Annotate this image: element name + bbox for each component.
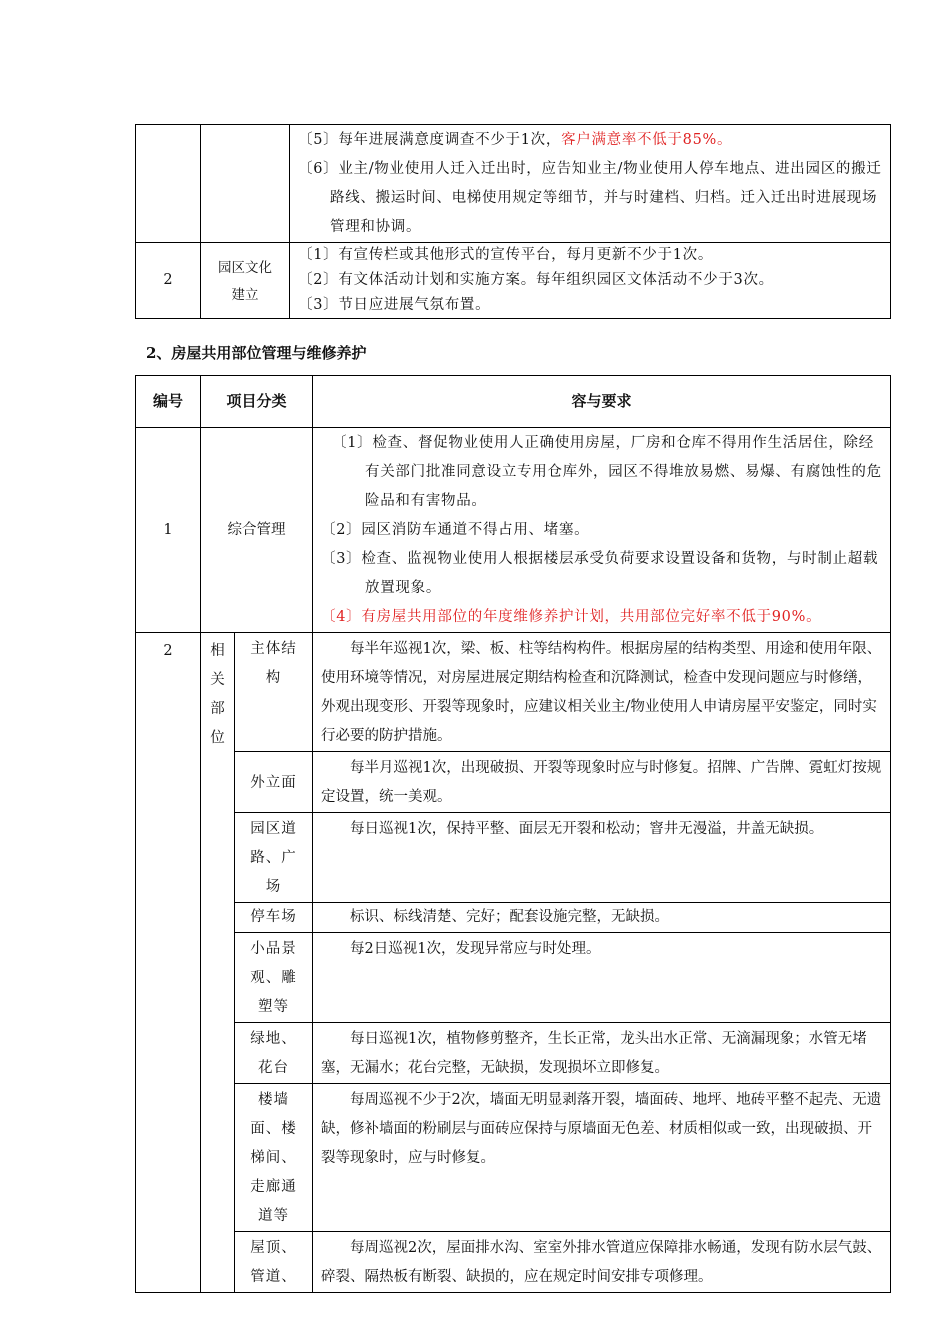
group-cell bbox=[201, 633, 235, 1293]
table-row bbox=[136, 1084, 891, 1232]
table-row bbox=[136, 752, 891, 813]
table-row bbox=[136, 428, 891, 633]
content-cell: 每半月巡视1次，出现破损、开裂等现象时应与时修复。招牌、广告牌、霓虹灯按规定设置，统一美观。 bbox=[313, 752, 891, 813]
list-item: 〔6〕业主/物业使用人迁入迁出时，应告知业主/物业使用人停车地点、进出园区的搬迁路线、搬运时间、电梯使用规定等细节，并与时建档、归档。迁入迁出时进展现场管理和协调。 bbox=[298, 161, 882, 235]
sub-category-cell bbox=[235, 633, 313, 752]
content-cell: 每日巡视1次，保持平整、面层无开裂和松动；窨井无漫溢，井盖无缺损。 bbox=[313, 813, 891, 903]
sub-category-cell bbox=[235, 933, 313, 1023]
list-item: 〔3〕检查、监视物业使用人根据楼层承受负荷要求设置设备和货物，与时制止超载放置现象。 bbox=[321, 551, 879, 596]
content-cell bbox=[290, 243, 891, 319]
list-item: 〔3〕节日应进展气氛布置。 bbox=[298, 297, 491, 313]
sub-category-label: 绿地、花台 bbox=[250, 1031, 297, 1076]
content-cell: 每周巡视2次，屋面排水沟、室室外排水管道应保障排水畅通，发现有防水层气鼓、碎裂、隔热板有断裂、缺损的，应在规定时间安排专项修理。 bbox=[313, 1232, 891, 1293]
content-cell bbox=[290, 125, 891, 243]
list-item: 〔2〕有文体活动计划和实施方案。每年组织园区文体活动不少于3次。 bbox=[298, 272, 774, 288]
content-cell: 每2日巡视1次，发现异常应与时处理。 bbox=[313, 933, 891, 1023]
list-item: 〔1〕有宣传栏或其他形式的宣传平台，每月更新不少于1次。 bbox=[298, 247, 714, 263]
num-cell: 1 bbox=[136, 428, 201, 633]
header-content: 容与要求 bbox=[313, 376, 891, 428]
group-char: 关 bbox=[210, 672, 225, 688]
list-item-highlight: 〔4〕有房屋共用部位的年度维修养护计划，共用部位完好率不低于90%。 bbox=[321, 609, 822, 625]
group-char: 相 bbox=[210, 643, 225, 659]
content-cell: 每日巡视1次，植物修剪整齐，生长正常，龙头出水正常、无滴漏现象；水管无堵塞，无漏水；花台完整，无缺损，发现损坏立即修复。 bbox=[313, 1023, 891, 1084]
table-row bbox=[136, 903, 891, 933]
table-row bbox=[136, 633, 891, 752]
section-heading: 2、房屋共用部位管理与维修养护 bbox=[146, 344, 367, 362]
table-row bbox=[136, 1023, 891, 1084]
sub-category-label: 楼墙面、楼梯间、走廊通道等 bbox=[250, 1092, 297, 1224]
maintenance-table bbox=[135, 375, 891, 1293]
table-row bbox=[136, 813, 891, 903]
content-cell: 每半年巡视1次，梁、板、柱等结构构件。根据房屋的结构类型、用途和使用年限、使用环境等情况，对房屋进展定期结构检查和沉降测试，检查中发现问题应与时修缮，外观出现变形、开裂等现象时，应建议相关业主/物业使用人申请房屋平安鉴定，同时实行必要的防护措施。 bbox=[313, 633, 891, 752]
header-category: 项目分类 bbox=[201, 376, 313, 428]
sub-category-label: 园区道路、广场 bbox=[250, 821, 297, 895]
sub-category-label: 小品景观、雕塑等 bbox=[250, 941, 297, 1015]
table-row bbox=[136, 125, 891, 243]
highlight-text: 客户满意率不低于85%。 bbox=[561, 132, 733, 148]
table-row bbox=[136, 243, 891, 319]
category-label: 园区文化建立 bbox=[218, 260, 272, 303]
category-cell: 综合管理 bbox=[201, 428, 313, 633]
num-cell bbox=[136, 125, 201, 243]
category-cell bbox=[201, 125, 290, 243]
table-continued bbox=[135, 124, 891, 319]
sub-category-cell: 停车场 bbox=[235, 903, 313, 933]
sub-category-cell bbox=[235, 813, 313, 903]
list-item: 〔1〕检查、督促物业使用人正确使用房屋，厂房和仓库不得用作生活居住，除经有关部门批准同意设立专用仓库外，园区不得堆放易燃、易爆、有腐蚀性的危险品和有害物品。 bbox=[332, 435, 882, 509]
num-cell: 2 bbox=[136, 633, 201, 1293]
sub-category-cell bbox=[235, 1023, 313, 1084]
sub-category-label: 屋顶、管道、 bbox=[250, 1240, 297, 1285]
num-cell: 2 bbox=[136, 243, 201, 319]
sub-category-cell: 外立面 bbox=[235, 752, 313, 813]
table-row bbox=[136, 933, 891, 1023]
list-item bbox=[298, 126, 882, 155]
table-row bbox=[136, 1232, 891, 1293]
list-item: 〔2〕园区消防车通道不得占用、堵塞。 bbox=[321, 522, 590, 538]
group-char: 部 bbox=[210, 701, 225, 717]
item-text: 〔5〕每年进展满意度调查不少于1次， bbox=[298, 132, 562, 148]
sub-category-label: 主体结构 bbox=[250, 641, 297, 686]
content-cell bbox=[313, 428, 891, 633]
sub-category-cell bbox=[235, 1232, 313, 1293]
sub-category-cell bbox=[235, 1084, 313, 1232]
category-cell bbox=[201, 243, 290, 319]
group-char: 位 bbox=[210, 730, 225, 746]
content-cell: 每周巡视不少于2次，墙面无明显剥落开裂，墙面砖、地坪、地砖平整不起壳、无遗缺，修补墙面的粉刷层与面砖应保持与原墙面无色差、材质相似或一致，出现破损、开裂等现象时，应与时修复。 bbox=[313, 1084, 891, 1232]
header-num: 编号 bbox=[136, 376, 201, 428]
table-header-row bbox=[136, 376, 891, 428]
content-cell: 标识、标线清楚、完好；配套设施完整，无缺损。 bbox=[313, 903, 891, 933]
